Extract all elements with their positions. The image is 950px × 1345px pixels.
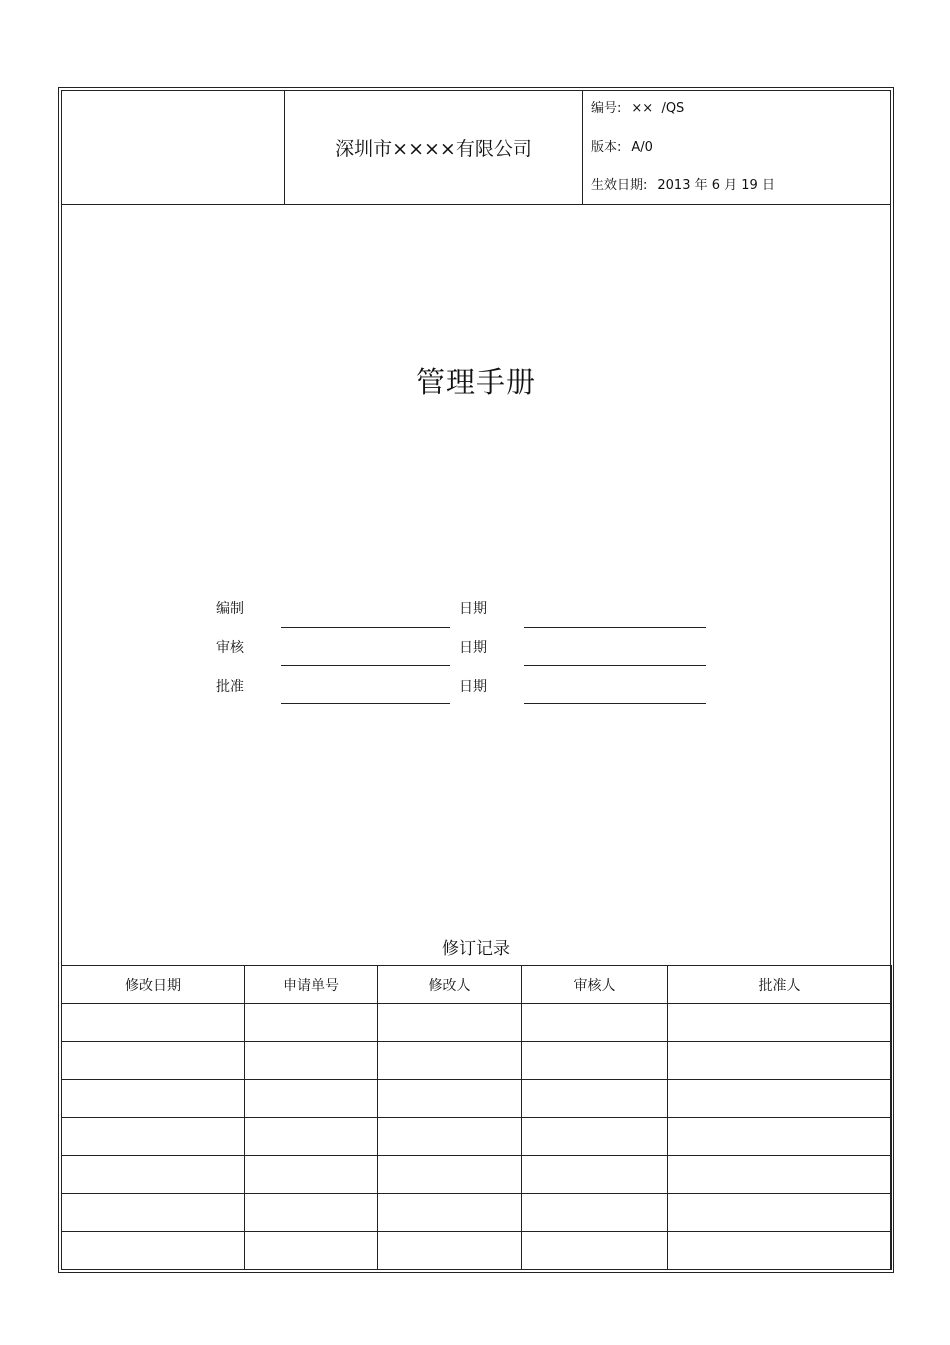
table-cell[interactable] [378,1194,522,1232]
table-row [62,1118,892,1156]
table-cell[interactable] [522,1042,668,1080]
signature-date-label-reviewed: 日期 [459,640,487,656]
table-row [62,1232,892,1270]
table-cell[interactable] [522,1232,668,1270]
table-cell[interactable] [522,1080,668,1118]
doc-version [591,136,653,155]
document-title: 管理手册 [415,365,536,399]
table-cell[interactable] [245,1156,378,1194]
col-header-revision-date: 修改日期 [62,966,245,1004]
revision-record-title: 修订记录 [442,939,510,959]
col-header-modifier: 修改人 [378,966,522,1004]
col-header-approver: 批准人 [668,966,892,1004]
col-header-reviewer: 审核人 [522,966,668,1004]
table-cell[interactable] [668,1118,892,1156]
company-name: 深圳市××××有限公司 [335,138,532,160]
table-cell[interactable] [378,1118,522,1156]
table-cell[interactable] [522,1004,668,1042]
table-cell[interactable] [378,1232,522,1270]
doc-code [591,97,684,116]
doc-version-value: A/0 [631,140,653,155]
table-cell[interactable] [245,1080,378,1118]
table-cell[interactable] [245,1004,378,1042]
table-cell[interactable] [62,1118,245,1156]
table-cell[interactable] [668,1042,892,1080]
doc-effective-date [591,174,775,193]
table-cell[interactable] [668,1004,892,1042]
table-row [62,1042,892,1080]
effective-date-value: 2013 年 6 月 19 日 [657,178,775,193]
table-cell[interactable] [378,1042,522,1080]
table-cell[interactable] [62,1194,245,1232]
table-row [62,1080,892,1118]
revision-rows [62,1004,892,1270]
signature-date-line-prepared[interactable] [524,627,706,628]
table-cell[interactable] [668,1080,892,1118]
signature-line-reviewed[interactable] [281,665,450,666]
table-cell[interactable] [62,1232,245,1270]
signature-role-approved: 批准 [216,679,244,695]
table-row [62,1194,892,1232]
table-cell[interactable] [668,1156,892,1194]
table-cell[interactable] [378,1156,522,1194]
signature-line-approved[interactable] [281,703,450,704]
signature-date-label-prepared: 日期 [459,601,487,617]
table-cell[interactable] [62,1042,245,1080]
revision-record-table [61,965,892,1270]
table-cell[interactable] [62,1080,245,1118]
table-row [62,1004,892,1042]
doc-code-value: ×× /QS [631,101,685,116]
signature-date-label-approved: 日期 [459,679,487,695]
table-cell[interactable] [62,1004,245,1042]
table-cell[interactable] [245,1232,378,1270]
table-cell[interactable] [378,1004,522,1042]
effective-date-label: 生效日期: [591,178,648,193]
table-cell[interactable] [245,1042,378,1080]
header-divider-right [582,90,583,205]
signature-date-line-approved[interactable] [524,703,706,704]
signature-date-line-reviewed[interactable] [524,665,706,666]
doc-code-label: 编号: [591,101,622,116]
doc-version-label: 版本: [591,140,622,155]
signature-role-prepared: 编制 [216,601,244,617]
table-cell[interactable] [668,1232,892,1270]
table-cell[interactable] [668,1194,892,1232]
table-cell[interactable] [62,1156,245,1194]
table-cell[interactable] [245,1118,378,1156]
table-cell[interactable] [378,1080,522,1118]
table-cell[interactable] [245,1194,378,1232]
signature-line-prepared[interactable] [281,627,450,628]
col-header-request-no: 申请单号 [245,966,378,1004]
table-row [62,1156,892,1194]
table-cell[interactable] [522,1118,668,1156]
revision-header-row [62,966,892,1004]
signature-role-reviewed: 审核 [216,640,244,656]
table-cell[interactable] [522,1156,668,1194]
table-cell[interactable] [522,1194,668,1232]
